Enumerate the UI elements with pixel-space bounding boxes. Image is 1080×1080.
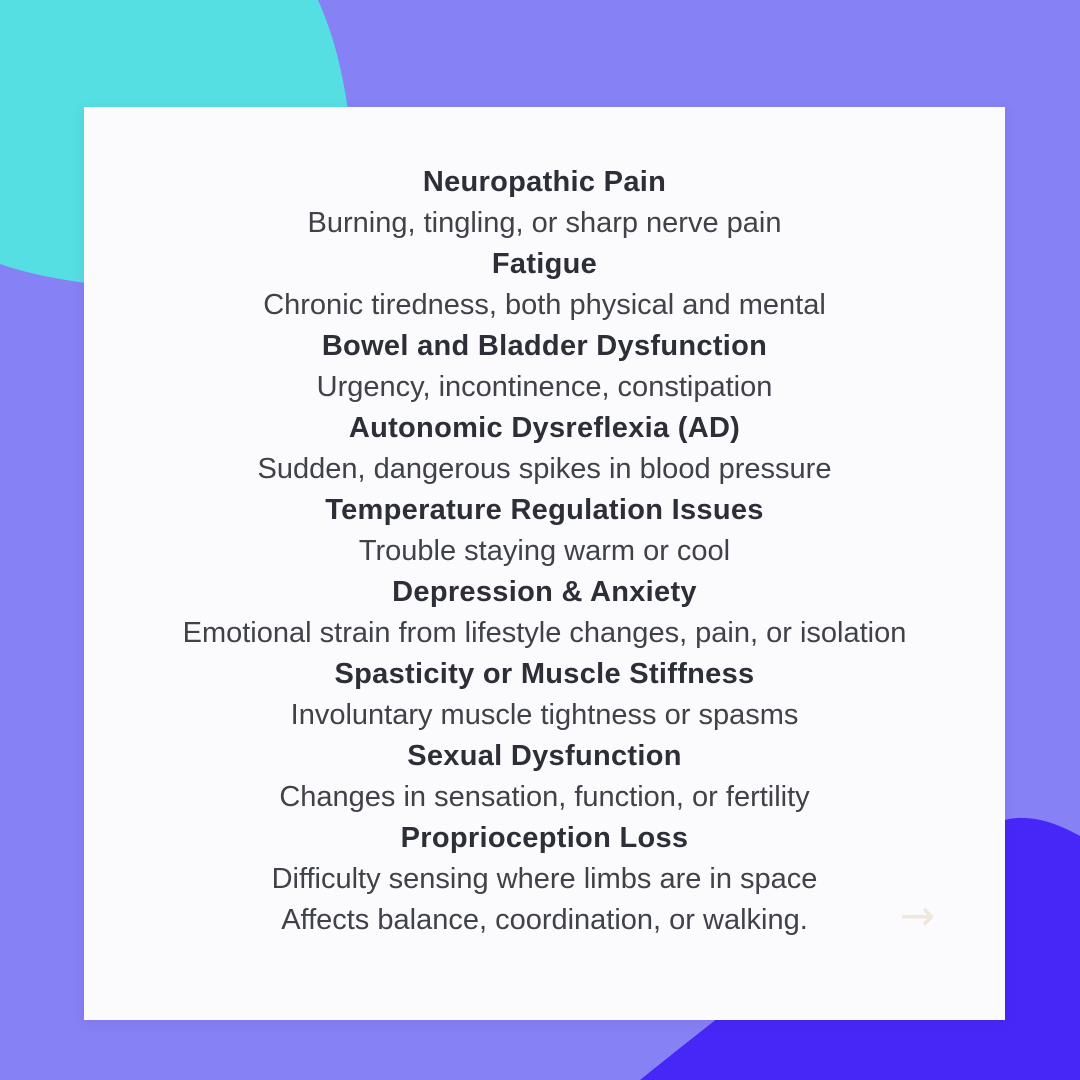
symptom-title: Neuropathic Pain [422,166,667,198]
symptom-title: Depression & Anxiety [392,576,697,608]
symptom-description: Chronic tiredness, both physical and mental [263,289,826,321]
symptom-description: Urgency, incontinence, constipation [316,371,773,403]
symptom-title: Proprioception Loss [400,822,689,854]
symptom-description: Difficulty sensing where limbs are in space [271,863,818,895]
symptom-title: Spasticity or Muscle Stiffness [334,658,755,690]
symptom-title: Autonomic Dysreflexia (AD) [348,412,741,444]
symptom-description: Burning, tingling, or sharp nerve pain [307,207,782,239]
content-card [84,107,1005,1020]
symptom-title: Bowel and Bladder Dysfunction [321,330,768,362]
symptom-description: Trouble staying warm or cool [358,535,731,567]
symptom-description: Sudden, dangerous spikes in blood pressure [257,453,832,485]
next-arrow-icon: → [900,891,936,940]
symptom-title: Sexual Dysfunction [407,740,682,772]
symptom-list [183,162,907,941]
symptom-title: Fatigue [491,248,598,280]
symptom-description: Involuntary muscle tightness or spasms [290,699,799,731]
symptom-description: Changes in sensation, function, or fertility [279,781,810,813]
symptom-description: Emotional strain from lifestyle changes, pain, or isolation [182,617,907,649]
symptom-title: Temperature Regulation Issues [325,494,764,526]
symptom-description: Affects balance, coordination, or walking. [281,904,808,936]
